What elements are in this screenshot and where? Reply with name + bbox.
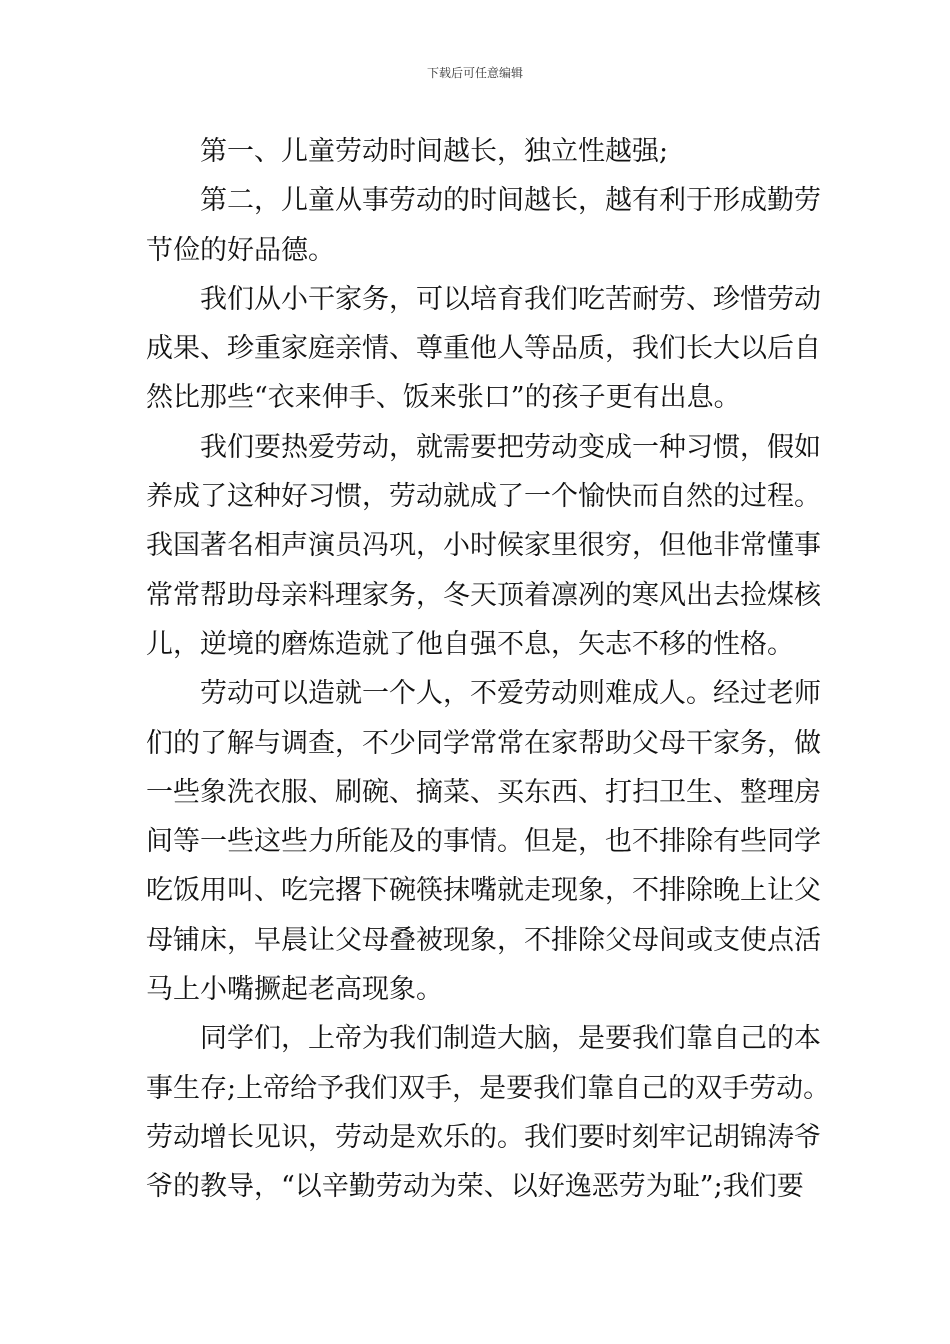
text-line: 事生存;上帝给予我们双手，是要我们靠自己的双手劳动。 — [146, 1072, 831, 1104]
page-header: 下载后可任意编辑 — [426, 66, 523, 80]
text-line: 劳动增长见识，劳动是欢乐的。我们要时刻牢记胡锦涛爷 — [146, 1121, 821, 1153]
text-line: 节俭的好品德。 — [146, 234, 335, 266]
text-line: 养成了这种好习惯，劳动就成了一个愉快而自然的过程。 — [146, 481, 821, 513]
text-line: 常常帮助母亲料理家务，冬天顶着凛冽的寒风出去捡煤核 — [146, 579, 821, 611]
text-line: 我国著名相声演员冯巩，小时候家里很穷，但他非常懂事 — [146, 530, 821, 562]
text-line: 母铺床，早晨让父母叠被现象，不排除父母间或支使点活 — [146, 924, 821, 956]
text-line: 马上小嘴撅起老高现象。 — [146, 974, 443, 1006]
text-line: 同学们，上帝为我们制造大脑，是要我们靠自己的本 — [200, 1023, 821, 1055]
text-line: 儿，逆境的磨炼造就了他自强不息，矢志不移的性格。 — [146, 628, 794, 660]
text-line: 吃饭用叫、吃完撂下碗筷抹嘴就走现象，不排除晚上让父 — [146, 875, 821, 907]
text-line: 第一、儿童劳动时间越长，独立性越强; — [200, 136, 669, 167]
text-line: 间等一些这些力所能及的事情。但是，也不排除有些同学 — [146, 826, 821, 858]
text-line: 爷的教导，“以辛勤劳动为荣、以好逸恶劳为耻”;我们要 — [146, 1171, 804, 1203]
text-line: 我们要热爱劳动，就需要把劳动变成一种习惯，假如 — [200, 431, 821, 463]
body-text — [146, 127, 831, 1212]
text-line: 劳动可以造就一个人，不爱劳动则难成人。经过老师 — [200, 678, 821, 710]
text-line: 们的了解与调查，不少同学常常在家帮助父母干家务，做 — [146, 727, 821, 759]
text-line: 第二，儿童从事劳动的时间越长，越有利于形成勤劳 — [200, 185, 821, 217]
text-line: 我们从小干家务，可以培育我们吃苦耐劳、珍惜劳动 — [200, 283, 821, 315]
text-line: 一些象洗衣服、刷碗、摘菜、买东西、打扫卫生、整理房 — [146, 776, 821, 808]
text-line: 成果、珍重家庭亲情、尊重他人等品质，我们长大以后自 — [146, 333, 821, 365]
text-line: 然比那些“衣来伸手、饭来张口”的孩子更有出息。 — [146, 382, 741, 414]
